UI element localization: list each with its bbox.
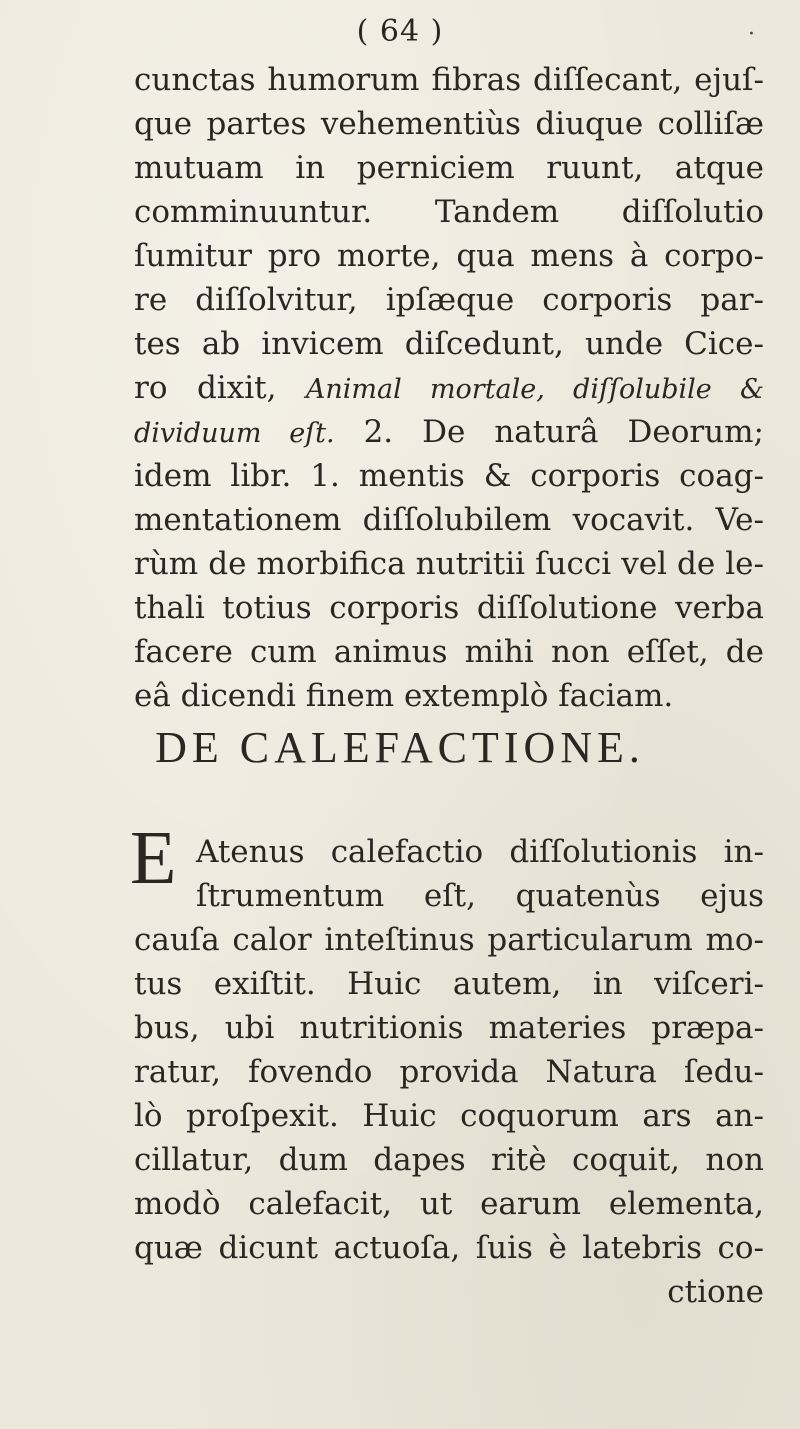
text-line: cunctas humorum fibras diſſecant, ejuſ-: [134, 62, 764, 98]
text-line: eâ dicendi finem extemplò faciam.: [134, 678, 674, 714]
text-line: ſumitur pro morte, qua mens à corpo-: [134, 238, 764, 274]
text-line: bus, ubi nutritionis materies præpa-: [134, 1010, 764, 1046]
text-line-with-quote: [134, 366, 764, 410]
text-line: lò proſpexit. Huic coquorum ars an-: [134, 1098, 764, 1134]
text-line: ſtrumentum eſt, quatenùs ejus: [196, 878, 764, 914]
catchword: ctione: [667, 1274, 764, 1310]
text-line: re diſſolvitur, ipſæque corporis par-: [134, 282, 764, 318]
corner-mark: ·: [748, 22, 755, 47]
section-heading: DE CALEFACTIONE.: [155, 723, 645, 772]
text-line: quæ dicunt actuoſa, ſuis è latebris co-: [134, 1230, 764, 1266]
text-line: ratur, fovendo provida Natura ſedu-: [134, 1054, 764, 1090]
drop-cap: E: [130, 816, 177, 900]
text-segment: 2. De naturâ Deorum;: [334, 414, 764, 450]
text-line: cauſa calor inteſtinus particularum mo-: [134, 922, 764, 958]
italic-quote: dividuum eſt.: [134, 418, 335, 449]
text-line: cillatur, dum dapes ritè coquit, non: [134, 1142, 764, 1178]
italic-quote: Animal mortale, diſſolubile &: [305, 374, 764, 405]
text-line-with-quote: [134, 410, 764, 454]
text-line: Atenus calefactio diſſolutionis in-: [196, 834, 764, 870]
text-line: thali totius corporis diſſolutione verba: [134, 590, 764, 626]
page-number: ( 64 ): [356, 14, 444, 49]
text-line: idem libr. 1. mentis & corporis coag-: [134, 458, 764, 494]
text-line: mutuam in perniciem ruunt, atque: [134, 150, 764, 186]
text-line: modò calefacit, ut earum elementa,: [134, 1186, 764, 1222]
text-line: rùm de morbifica nutritii ſucci vel de le-: [134, 546, 764, 582]
text-line: tus exiſtit. Huic autem, in viſceri-: [134, 966, 764, 1002]
text-line: que partes vehementiùs diuque colliſæ: [134, 106, 764, 142]
text-segment: ro dixit,: [134, 370, 277, 406]
text-line: comminuuntur. Tandem diſſolutio: [134, 194, 764, 230]
text-line: tes ab invicem diſcedunt, unde Cice-: [134, 326, 764, 362]
text-line: mentationem diſſolubilem vocavit. Ve-: [134, 502, 764, 538]
text-line: facere cum animus mihi non eſſet, de: [134, 634, 764, 670]
